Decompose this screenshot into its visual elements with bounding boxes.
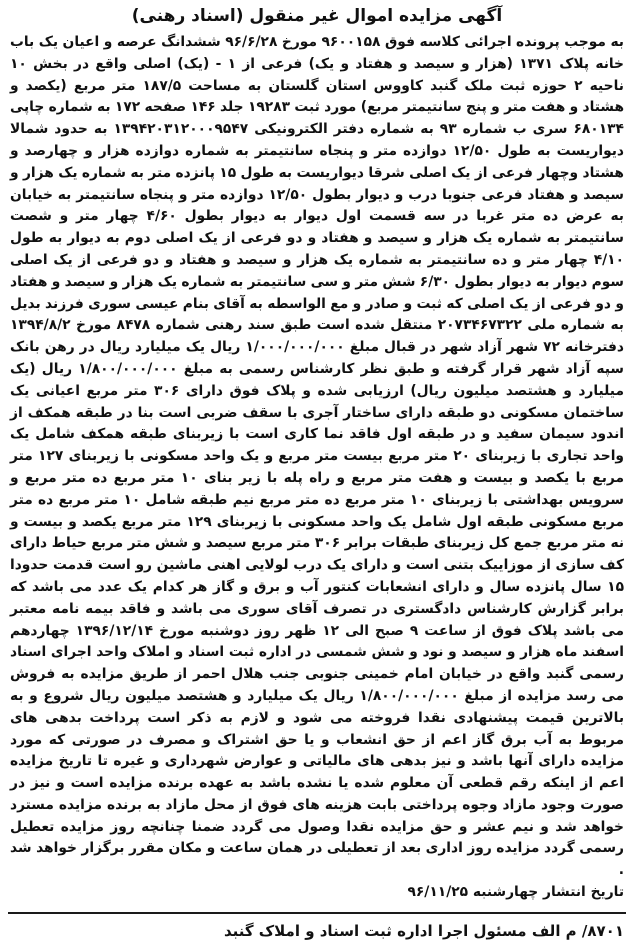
publication-date: تاریخ انتشار چهارشنبه ۹۶/۱۱/۲۵ [407,884,624,901]
notice-title: آگهی مزایده اموال غیر منقول (اسناد رهنی) [131,6,503,26]
auction-notice [6,5,628,941]
notice-body: به موجب پرونده اجرائی کلاسه فوق ۹۶۰۰۱۵۸ مورخ ۹۶/۶/۲۸ ششدانگ عرصه و اعیان یک باب خانه پلاک ۱۳۷۱ (هزار و سیصد و هفتاد و یک) فرعی از ۱ - (یک) اصلی واقع در بخش ۱۰ ناحیه ۲ حوزه ثبت ملک گنبد کاووس استان گلستان به مساحت ۱۸۷/۵ متر مربع (یکصد و هشتاد و هفت متر و پنج سانتیمتر مربع) مورد ثبت ۱۹۲۸۳ جلد ۱۴۶ صفحه ۱۷۲ به شماره چاپی ۶۸۰۱۳۴ سری ب شماره ۹۳ به شماره دفتر الکترونیکی ۱۳۹۴۲۰۳۱۲۰۰۰۹۵۴۷ به حدود شمالا دیواریست به طول ۱۲/۵۰ دوازده متر و پنجاه سانتیمتر به شماره دوازده هزار و چهارصد و هشتاد وچهار فرعی از یک اصلی شرقا دیواریست به طول ۱۵ پانزده متر به شماره یک هزار و سیصد و هفتاد فرعی جنوبا درب و دیوار بطول ۱۲/۵۰ دوازده متر و پنجاه سانتیمتر به خیابان به عرض ده متر غربا در سه قسمت اول دیوار به دیوار بطول ۴/۶۰ چهار متر و شصت سانتیمتر به شماره یک هزار و سیصد و هفتاد و دو فرعی از یک اصلی دوم به دیوار به طول ۴/۱۰ چهار متر و ده سانتیمتر به شماره یک هزار و سیصد و هفتاد و دو فرعی از یک اصلی سوم دیوار به دیوار بطول ۶/۳۰ شش متر و سی سانتیمتر به شماره یک هزار و سیصد و هفتاد و دو فرعی از یک اصلی که ثبت و صادر و مع الواسطه به آقای بنام عیسی سوری فرزند بدیل به شماره ملی ۲۰۷۳۴۶۷۳۲۲ منتقل شده است طبق سند رهنی شماره ۸۴۷۸ مورخ ۱۳۹۴/۸/۲ دفترخانه ۷۲ شهر آزاد شهر در قبال مبلغ ۱/۰۰۰/۰۰۰/۰۰۰ ریال یک میلیارد ریال در رهن بانک سپه آزاد شهر قرار گرفته و طبق نظر کارشناس رسمی به مبلغ ۱/۸۰۰/۰۰۰/۰۰۰ ریال (یک میلیارد و هشتصد میلیون ریال) ارزیابی شده و پلاک فوق دارای ۳۰۶ متر مربع اعیانی یک ساختمان مسکونی دو طبقه دارای ساختار آجری با سقف ضربی است بنا در طبقه همکف از اندود سیمان سفید و در طبقه اول فاقد نما کاری است با زیربنای طبقه همکف شامل یک واحد تجاری با زیربنای ۲۰ متر مربع بیست متر مربع و یک واحد مسکونی با زیربنای ۱۲۷ متر مربع با یکصد و بیست و هفت متر مربع و راه پله با زیر بنای ۱۰ متر مربع ده متر مربع و سرویس بهداشتی با زیربنای ۱۰ متر مربع ده متر مربع نیم طبقه شامل ۱۰ متر مربع ده متر مربع مسکونی طبقه اول شامل یک واحد مسکونی با زیربنای ۱۲۹ متر مربع یکصد و بیست و نه متر مربع جمع کل زیربنای طبقات برابر ۳۰۶ متر مربع سیصد و شش متر مربع حیاط دارای کف سازی از موزاییک بتنی است و دارای یک درب لولایی اهنی ماشین رو است قدمت حدودا ۱۵ سال پانزده سال و دارای انشعابات کنتور آب و برق و گاز هر کدام یک عدد می باشد که برابر گزارش کارشناس دادگستری در تصرف آقای سوری می باشد و فاقد بیمه نامه معتبر می باشد پلاک فوق از ساعت ۹ صبح الی ۱۲ ظهر روز دوشنبه مورخ ۱۳۹۶/۱۲/۱۴ چهاردهم اسفند ماه هزار و سیصد و نود و شش شمسی در اداره ثبت اسناد و املاک واحد اجرای اسناد رسمی گنبد واقع در خیابان امام خمینی جنوبی جنب هلال احمر از طریق مزایده به فروش می رسد مزایده از مبلغ ۱/۸۰۰/۰۰۰/۰۰۰ ریال یک میلیارد و هشتصد میلیون ریال شروع و به بالاترین قیمت پیشنهادی نقدا فروخته می شود و لازم به ذکر است پرداخت بدهی های مربوط به آب برق گاز اعم از حق انشعاب و یا حق اشتراک و مصرف در صورتی که مورد مزایده دارای آنها باشد و نیز بدهی های مالیاتی و عوارض شهرداری و غیره تا تاریخ مزایده اعم از اینکه رقم قطعی آن معلوم شده یا نشده باشد به عهده برنده مزایده است و نیز در صورت وجود مازاد وجوه پرداختی بابت هزینه های فوق از محل مازاد به برنده مزایده مسترد خواهد شد و نیم عشر و حق مزایده نقدا وصول می گردد ضمنا چنانچه روز مزایده تعطیل رسمی گردد مزایده روز اداری بعد از تعطیلی در همان ساعت و مکان مقرر برگزار خواهد شد . [10,34,625,879]
notice-footer: ۸۷۰۱/ م الف مسئول اجرا اداره ثبت اسناد و املاک گنبد [223,922,624,941]
footer-divider [8,912,626,914]
